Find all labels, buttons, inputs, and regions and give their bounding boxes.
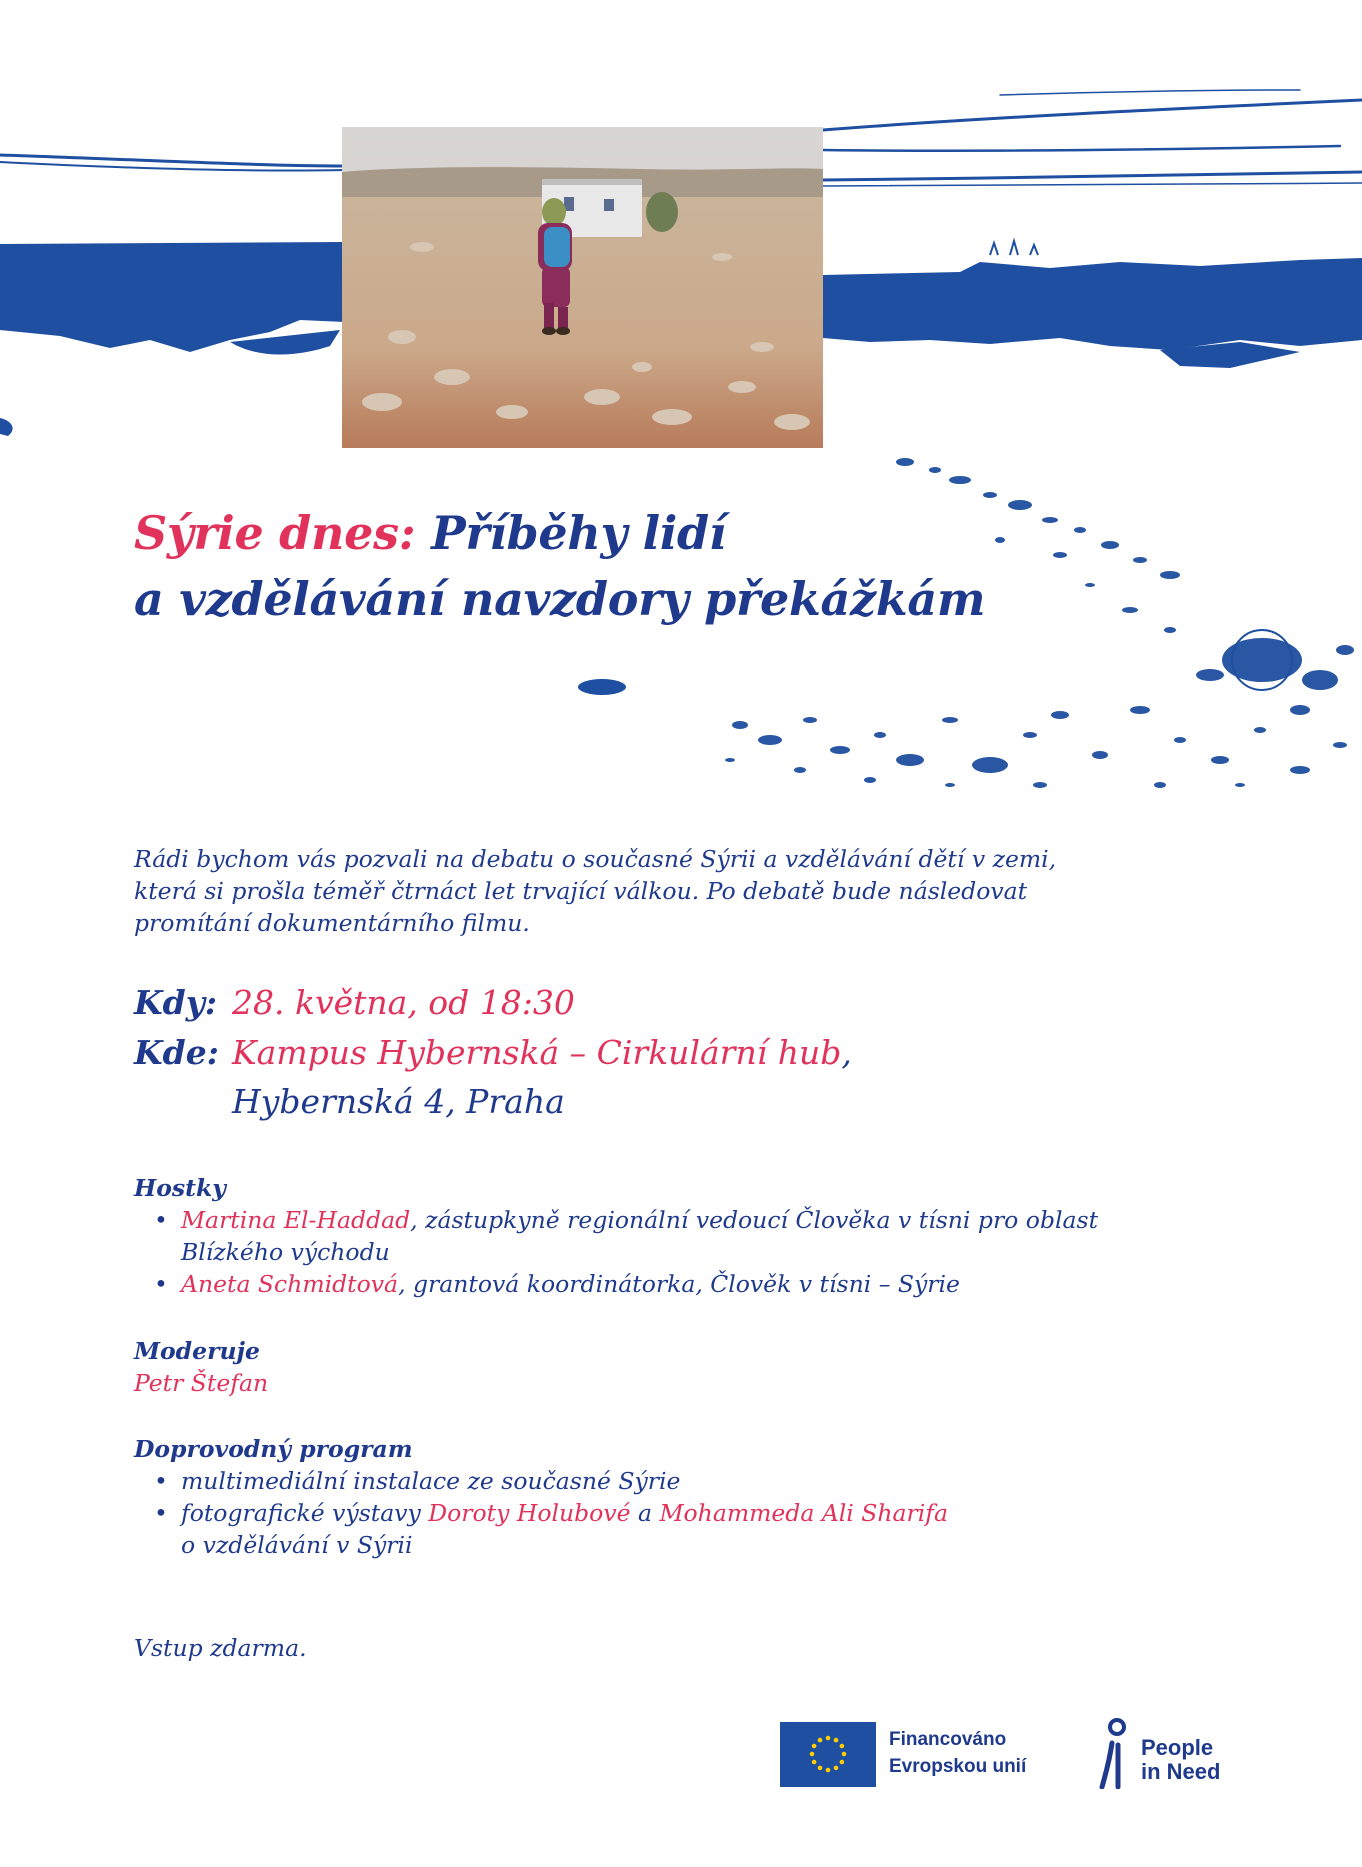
where-comma: , (841, 1033, 852, 1072)
guest-name: Martina El-Haddad (181, 1206, 411, 1234)
moderator-heading: Moderuje (134, 1337, 260, 1365)
people-in-need-logo-icon (1098, 1717, 1128, 1789)
where-address: Hybernská 4, Praha (232, 1082, 565, 1121)
where-row (134, 1033, 852, 1073)
program-item-1: multimediální instalace ze současné Sýrie (181, 1467, 681, 1495)
title-line2: a vzdělávání navzdory překážkám (134, 572, 986, 626)
eu-flag-icon (780, 1722, 876, 1787)
photographer-2: Mohammeda Ali Sharifa (659, 1499, 948, 1527)
when-row (134, 983, 575, 1023)
guests-heading: Hostky (134, 1174, 226, 1202)
moderator-name: Petr Štefan (134, 1369, 269, 1397)
title-line1: Příběhy lidí (415, 506, 727, 560)
when-value: 28. května, od 18:30 (232, 983, 575, 1022)
list-item (134, 1497, 1214, 1561)
program-item-2-pre: fotografické výstavy (181, 1499, 429, 1527)
entry-note: Vstup zdarma. (134, 1634, 307, 1662)
title-highlight: Sýrie dnes: (134, 506, 416, 560)
intro-line-2: která si prošla téměř čtrnáct let trvající válkou. Po debatě bude následovat (134, 877, 1028, 905)
event-title (134, 500, 985, 632)
list-item (134, 1204, 1214, 1268)
guest-name: Aneta Schmidtová (181, 1270, 399, 1298)
when-label: Kdy: (134, 983, 218, 1022)
guest-role: , zástupkyně regionální vedoucí Člověka v tísni pro oblast (410, 1206, 1099, 1234)
program-list (134, 1465, 1214, 1561)
intro-line-1: Rádi bychom vás pozvali na debatu o současné Sýrii a vzdělávání dětí v zemi, (134, 845, 1057, 873)
eu-funding-label (889, 1726, 1026, 1780)
pin-line-1: People (1141, 1735, 1214, 1760)
eu-line-1: Financováno (889, 1729, 1007, 1750)
where-venue: Kampus Hybernská – Cirkulární hub (232, 1033, 842, 1072)
intro-line-3: promítání dokumentárního filmu. (134, 909, 530, 937)
child-walking-photo (342, 127, 823, 448)
list-item (134, 1268, 1214, 1300)
pin-line-2: in Need (1141, 1759, 1221, 1784)
where-address-row (232, 1082, 565, 1122)
program-item-2-mid: a (630, 1499, 660, 1527)
photographer-1: Doroty Holubové (428, 1499, 631, 1527)
guest-role: , grantová koordinátorka, Člověk v tísni – Sýrie (398, 1270, 960, 1298)
list-item (134, 1465, 1214, 1497)
program-heading: Doprovodný program (134, 1435, 413, 1463)
guest-role-cont: Blízkého východu (181, 1238, 390, 1266)
intro-paragraph (134, 843, 1154, 939)
program-item-2-cont: o vzdělávání v Sýrii (181, 1531, 413, 1559)
guests-list (134, 1204, 1214, 1300)
eu-line-2: Evropskou unií (889, 1756, 1027, 1777)
people-in-need-label (1141, 1736, 1220, 1784)
where-label: Kde: (134, 1033, 219, 1072)
